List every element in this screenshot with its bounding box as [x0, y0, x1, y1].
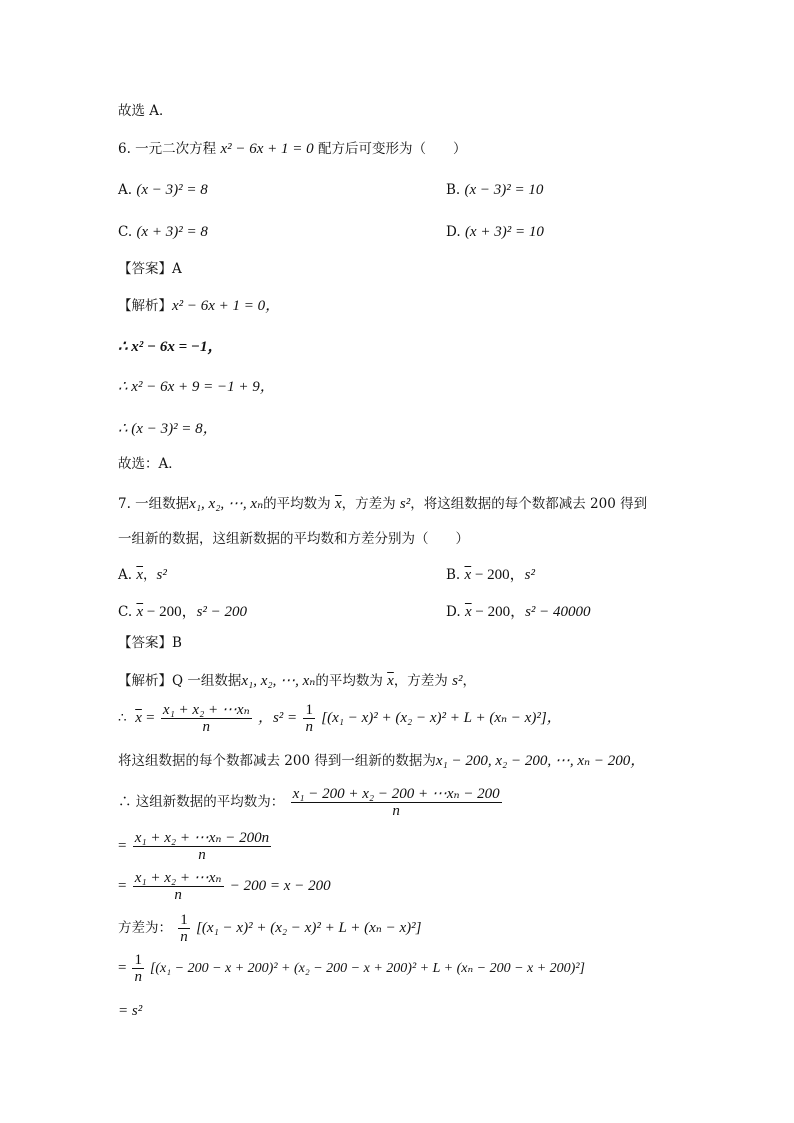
question-7-stem-cont: 一组新的数据，这组新数据的平均数和方差分别为（ ） — [118, 531, 469, 547]
option-d: D. $\overline{x} - 200$，s² − 40000 — [446, 604, 591, 620]
option-c: C. $\overline{x} - 200$，s² − 200 — [118, 604, 248, 620]
formula-line: ∴ 这组新数据的平均数为： $\frac{\text{x₁ − 200 + x₂ − 200 + ⋯xₙ − 200}}{n}$ — [118, 786, 500, 819]
analysis-line: 【解析】Q 一组数据x₁, x₂, ⋯, xₙ的平均数为 $\overline{x}$，方差为 s²， — [118, 673, 476, 689]
formula-line: = s² — [118, 1003, 143, 1019]
answer-label: 【答案】B — [118, 635, 182, 651]
step-line: ∴ x² − 6x = −1， — [118, 339, 223, 355]
fraction: $\frac{1}{n}$ — [180, 912, 188, 945]
analysis-line: 【解析】x² − 6x + 1 = 0， — [118, 298, 281, 314]
option-a: A. (x − 3)² = 8 — [118, 182, 208, 198]
fraction: $\frac{\text{x₁ + x₂ + ⋯xₙ}}{n}$ — [134, 870, 222, 903]
fraction: $\frac{1}{n}$ — [305, 702, 313, 735]
option-c: C. (x + 3)² = 8 — [118, 224, 208, 240]
step-line: ∴ (x − 3)² = 8， — [118, 421, 218, 437]
formula-line: = $\frac{\text{x₁ + x₂ + ⋯xₙ − 200n}}{n}$ — [118, 830, 270, 863]
step-line: 将这组数据的每个数都减去 200 得到一组新的数据为x₁ − 200, x₂ − 200, ⋯, xₙ − 200， — [118, 753, 646, 769]
equation: x² − 6x + 1 = 0 — [220, 141, 314, 157]
answer-conclusion-prev: 故选 A． — [118, 103, 173, 119]
fraction: $\frac{\text{x₁ − 200 + x₂ − 200 + ⋯xₙ − 200}}{n}$ — [292, 786, 500, 819]
option-b: B. $\overline{x} - 200$，s² — [446, 567, 535, 583]
formula-line: 方差为： $\frac{1}{n}$ [(x₁ − x)² + (x₂ − x)² + L + (xₙ − x)²] — [118, 912, 422, 945]
formula-line: = $\frac{1}{n}$ [(x₁ − 200 − x + 200)² + (x₂ − 200 − x + 200)² + L + (xₙ − 200 − x + 200)²] — [118, 952, 585, 985]
fraction: $\frac{1}{n}$ — [134, 952, 142, 985]
answer-conclusion: 故选：A． — [118, 456, 182, 472]
question-7-stem: 7. 一组数据x₁, x₂, ⋯, xₙ的平均数为 $\overline{x}$，方差为 s²，将这组数据的每个数都减去 200 得到 — [118, 496, 648, 512]
option-a: A. $\overline{x}$，s² — [118, 567, 167, 583]
option-d: D. (x + 3)² = 10 — [446, 224, 544, 240]
formula-line: ∴ $\overline{x}$ = $\frac{\text{x₁ + x₂ + ⋯xₙ}}{n}$ ，s² = $\frac{1}{n}$ [(x₁ − x)² + (x₂ − x)² + L + (xₙ − x)²]， — [118, 702, 562, 735]
option-b: B. (x − 3)² = 10 — [446, 182, 544, 198]
question-6-stem: 6. 一元二次方程 x² − 6x + 1 = 0 配方后可变形为（ ） — [118, 141, 467, 157]
fraction: $\frac{\text{x₁ + x₂ + ⋯xₙ − 200n}}{n}$ — [134, 830, 270, 863]
fraction: $\frac{\text{x₁ + x₂ + ⋯xₙ}}{n}$ — [162, 702, 250, 735]
formula-line: = $\frac{\text{x₁ + x₂ + ⋯xₙ}}{n}$ − 200 = x − 200 — [118, 870, 331, 903]
step-line: ∴ x² − 6x + 9 = −1 + 9， — [118, 379, 275, 395]
answer-label: 【答案】A — [118, 261, 182, 277]
